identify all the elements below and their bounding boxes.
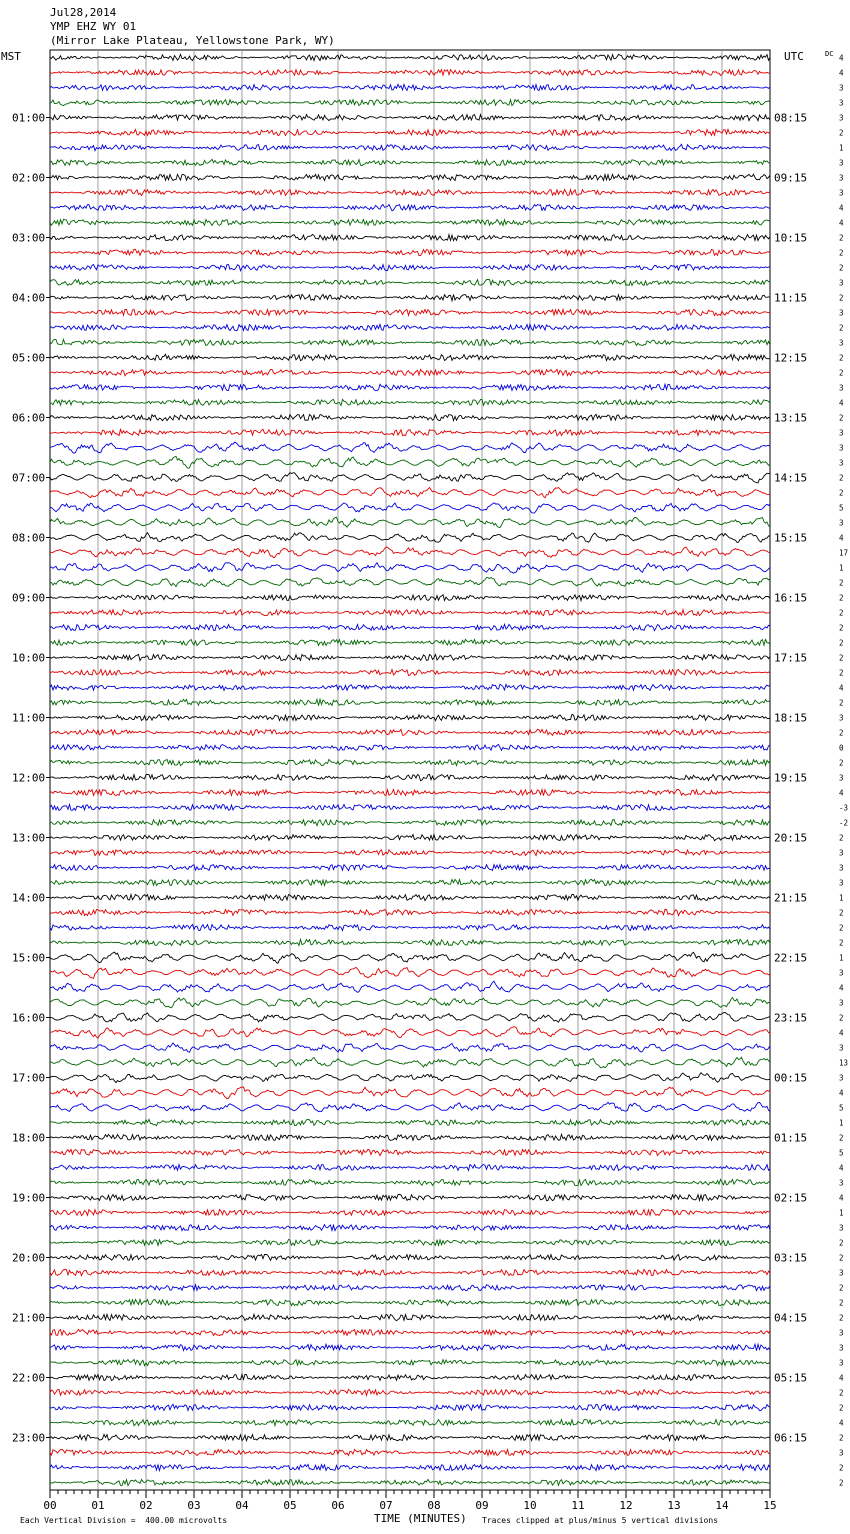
x-tick-label: 00 <box>43 1499 57 1512</box>
mst-hour-label: 07:00 <box>12 471 46 485</box>
seismic-trace <box>50 729 770 735</box>
utc-hour-label: 21:15 <box>774 891 808 905</box>
dc-offset-value: 2 <box>839 1463 844 1473</box>
x-tick-label: 03 <box>187 1499 201 1512</box>
dc-offset-value: 2 <box>839 1133 844 1143</box>
dc-offset-value: -2 <box>839 818 849 828</box>
dc-offset-value: 2 <box>839 578 844 588</box>
seismic-trace <box>50 442 770 453</box>
dc-offset-value: 2 <box>839 263 844 273</box>
seismic-trace <box>50 1043 770 1052</box>
dc-offset-value: 4 <box>839 683 844 693</box>
seismic-trace <box>50 309 770 315</box>
dc-offset-value: 2 <box>839 653 844 663</box>
dc-offset-value: 2 <box>839 248 844 258</box>
x-tick-label: 04 <box>235 1499 249 1512</box>
dc-offset-value: 3 <box>839 998 844 1008</box>
seismic-trace <box>50 594 770 600</box>
utc-hour-label: 19:15 <box>774 771 808 785</box>
seismic-trace <box>50 280 770 286</box>
seismic-trace <box>50 1420 770 1426</box>
dc-offset-value: 3 <box>839 878 844 888</box>
dc-offset-value: 2 <box>839 1298 844 1308</box>
x-tick-label: 13 <box>667 1499 681 1512</box>
x-tick-label: 09 <box>475 1499 489 1512</box>
dc-offset-value: 3 <box>839 518 844 528</box>
utc-hour-label: 09:15 <box>774 171 808 185</box>
seismic-trace <box>50 952 770 963</box>
seismic-trace <box>50 1434 770 1440</box>
seismic-trace <box>50 997 770 1007</box>
dc-offset-value: 3 <box>839 773 844 783</box>
seismic-trace <box>50 879 770 885</box>
dc-offset-value: 4 <box>839 1418 844 1428</box>
dc-offset-value: 0 <box>839 743 844 753</box>
utc-hour-label: 00:15 <box>774 1071 808 1085</box>
seismic-trace <box>50 205 770 211</box>
utc-hour-label: 03:15 <box>774 1251 808 1265</box>
seismic-trace <box>50 850 770 856</box>
mst-hour-label: 03:00 <box>12 231 46 245</box>
x-tick-label: 06 <box>331 1499 345 1512</box>
mst-hour-label: 11:00 <box>12 711 46 725</box>
seismic-trace <box>50 1179 770 1185</box>
utc-hour-label: 02:15 <box>774 1191 808 1205</box>
dc-offset-value: 2 <box>839 353 844 363</box>
mst-hour-label: 18:00 <box>12 1131 46 1145</box>
seismic-trace <box>50 129 770 135</box>
utc-hour-label: 05:15 <box>774 1371 808 1385</box>
seismic-trace <box>50 1209 770 1215</box>
dc-offset-value: 1 <box>839 953 844 963</box>
utc-hour-label: 16:15 <box>774 591 808 605</box>
dc-offset-value: 4 <box>839 1193 844 1203</box>
x-tick-label: 01 <box>91 1499 105 1512</box>
dc-offset-value: 3 <box>839 113 844 123</box>
seismic-trace <box>50 294 770 300</box>
dc-offset-value: -3 <box>839 803 849 813</box>
dc-offset-value: 2 <box>839 833 844 843</box>
dc-offset-value: 3 <box>839 968 844 978</box>
mst-hour-label: 17:00 <box>12 1071 46 1085</box>
seismic-trace <box>50 1389 770 1395</box>
dc-offset-value: 1 <box>839 1118 844 1128</box>
mst-hour-label: 10:00 <box>12 651 46 665</box>
x-axis-title: TIME (MINUTES) <box>374 1512 467 1525</box>
dc-offset-value: 3 <box>839 1073 844 1083</box>
dc-offset-value: 2 <box>839 293 844 303</box>
seismic-trace <box>50 865 770 871</box>
utc-hour-label: 20:15 <box>774 831 808 845</box>
dc-offset-value: 2 <box>839 1283 844 1293</box>
seismic-trace <box>50 354 770 360</box>
dc-offset-value: 3 <box>839 383 844 393</box>
dc-offset-value: 2 <box>839 473 844 483</box>
dc-offset-value: 3 <box>839 1268 844 1278</box>
dc-offset-value: 3 <box>839 1328 844 1338</box>
seismic-trace <box>50 324 770 330</box>
dc-offset-value: 2 <box>839 128 844 138</box>
dc-offset-value: 2 <box>839 233 844 243</box>
dc-offset-value: 3 <box>839 428 844 438</box>
dc-offset-value: 5 <box>839 1103 844 1113</box>
seismic-trace <box>50 804 770 810</box>
dc-offset-value: 4 <box>839 533 844 543</box>
dc-offset-value: 3 <box>839 863 844 873</box>
seismic-trace <box>50 1299 770 1305</box>
dc-offset-value: 5 <box>839 1148 844 1158</box>
dc-offset-value: 4 <box>839 983 844 993</box>
mst-hour-label: 20:00 <box>12 1251 46 1265</box>
x-tick-label: 02 <box>139 1499 153 1512</box>
seismic-trace <box>50 1404 770 1410</box>
dc-offset-value: 2 <box>839 488 844 498</box>
dc-offset-value: 3 <box>839 848 844 858</box>
seismic-trace <box>50 1057 770 1068</box>
seismic-trace <box>50 339 770 345</box>
mst-axis-label: MST <box>1 50 21 63</box>
seismic-trace <box>50 1165 770 1171</box>
x-tick-label: 10 <box>523 1499 537 1512</box>
dc-offset-value: 2 <box>839 758 844 768</box>
dc-offset-value: 3 <box>839 1223 844 1233</box>
seismic-trace <box>50 909 770 915</box>
dc-offset-value: 3 <box>839 173 844 183</box>
seismic-trace <box>50 967 770 978</box>
utc-hour-label: 22:15 <box>774 951 808 965</box>
seismic-trace <box>50 894 770 900</box>
seismic-trace <box>50 1027 770 1038</box>
seismic-trace <box>50 789 770 795</box>
seismic-trace <box>50 249 770 255</box>
dc-offset-value: 1 <box>839 1208 844 1218</box>
dc-offset-value: 2 <box>839 1403 844 1413</box>
dc-offset-value: 1 <box>839 893 844 903</box>
mst-hour-label: 23:00 <box>12 1431 46 1445</box>
seismic-trace <box>50 1329 770 1335</box>
seismic-trace <box>50 115 770 121</box>
dc-offset-value: 2 <box>839 638 844 648</box>
dc-offset-value: 4 <box>839 53 844 63</box>
dc-offset-value: 5 <box>839 503 844 513</box>
utc-hour-label: 11:15 <box>774 291 808 305</box>
dc-offset-value: 4 <box>839 203 844 213</box>
utc-hour-label: 12:15 <box>774 351 808 365</box>
mst-hour-label: 08:00 <box>12 531 46 545</box>
mst-hour-label: 15:00 <box>12 951 46 965</box>
dc-offset-value: 2 <box>839 668 844 678</box>
dc-offset-value: 2 <box>839 608 844 618</box>
dc-offset-value: 4 <box>839 788 844 798</box>
seismic-trace <box>50 1344 770 1350</box>
seismic-trace <box>50 1225 770 1231</box>
seismic-trace <box>50 1194 770 1200</box>
x-tick-label: 11 <box>571 1499 585 1512</box>
seismic-trace <box>50 533 770 543</box>
dc-offset-value: 3 <box>839 158 844 168</box>
seismic-trace <box>50 414 770 420</box>
mst-hour-label: 19:00 <box>12 1191 46 1205</box>
dc-offset-value: 3 <box>839 83 844 93</box>
dc-offset-value: 3 <box>839 713 844 723</box>
utc-hour-label: 18:15 <box>774 711 808 725</box>
seismic-trace <box>50 1013 770 1023</box>
seismic-trace <box>50 639 770 645</box>
seismic-trace <box>50 1314 770 1320</box>
dc-offset-value: 3 <box>839 458 844 468</box>
seismic-trace <box>50 159 770 165</box>
dc-offset-value: 2 <box>839 593 844 603</box>
seismic-trace <box>50 503 770 513</box>
dc-offset-value: 2 <box>839 623 844 633</box>
dc-offset-value: 3 <box>839 1343 844 1353</box>
dc-label: DC <box>825 50 834 58</box>
dc-offset-value: 2 <box>839 413 844 423</box>
clipping-note: Traces clipped at plus/minus 5 vertical divisions <box>482 1516 719 1525</box>
dc-offset-value: 3 <box>839 98 844 108</box>
utc-hour-label: 08:15 <box>774 111 808 125</box>
dc-offset-value: 3 <box>839 308 844 318</box>
plot-date: Jul28,2014 <box>50 6 117 19</box>
seismic-trace <box>50 429 770 435</box>
dc-offset-value: 3 <box>839 188 844 198</box>
seismic-trace <box>50 925 770 931</box>
dc-offset-value: 2 <box>839 728 844 738</box>
mst-hour-label: 16:00 <box>12 1011 46 1025</box>
seismic-trace <box>50 1374 770 1380</box>
seismic-trace <box>50 517 770 527</box>
seismic-trace <box>50 54 770 60</box>
utc-hour-label: 10:15 <box>774 231 808 245</box>
dc-offset-value: 4 <box>839 218 844 228</box>
seismic-trace <box>50 265 770 271</box>
dc-offset-value: 3 <box>839 443 844 453</box>
dc-offset-value: 2 <box>839 938 844 948</box>
utc-axis-label: UTC <box>784 50 804 63</box>
seismic-trace <box>50 547 770 558</box>
utc-hour-label: 06:15 <box>774 1431 808 1445</box>
dc-offset-value: 2 <box>839 1313 844 1323</box>
x-tick-label: 15 <box>763 1499 777 1512</box>
dc-offset-value: 3 <box>839 1358 844 1368</box>
mst-hour-label: 22:00 <box>12 1371 46 1385</box>
seismic-trace <box>50 759 770 765</box>
mst-hour-label: 06:00 <box>12 411 46 425</box>
mst-hour-label: 09:00 <box>12 591 46 605</box>
dc-offset-value: 3 <box>839 1448 844 1458</box>
x-tick-label: 05 <box>283 1499 297 1512</box>
x-tick-label: 08 <box>427 1499 441 1512</box>
dc-offset-value: 3 <box>839 1178 844 1188</box>
dc-offset-value: 2 <box>839 323 844 333</box>
seismic-trace <box>50 835 770 841</box>
mst-hour-label: 13:00 <box>12 831 46 845</box>
dc-offset-value: 2 <box>839 368 844 378</box>
seismic-trace <box>50 384 770 390</box>
seismic-trace <box>50 473 770 483</box>
dc-offset-value: 1 <box>839 143 844 153</box>
dc-offset-value: 3 <box>839 278 844 288</box>
seismic-trace <box>50 84 770 90</box>
seismic-trace <box>50 745 770 751</box>
seismic-trace <box>50 456 770 468</box>
mst-hour-label: 14:00 <box>12 891 46 905</box>
seismic-trace <box>50 399 770 405</box>
seismic-trace <box>50 1285 770 1291</box>
seismic-trace <box>50 488 770 498</box>
dc-offset-value: 2 <box>839 1388 844 1398</box>
dc-offset-value: 2 <box>839 1478 844 1488</box>
dc-offset-value: 17 <box>839 548 849 558</box>
mst-hour-label: 04:00 <box>12 291 46 305</box>
seismic-trace <box>50 1102 770 1111</box>
dc-offset-value: 2 <box>839 698 844 708</box>
dc-offset-value: 2 <box>839 1013 844 1023</box>
utc-hour-label: 17:15 <box>774 651 808 665</box>
dc-offset-value: 4 <box>839 1373 844 1383</box>
seismic-trace <box>50 174 770 180</box>
seismic-trace <box>50 714 770 720</box>
mst-hour-label: 05:00 <box>12 351 46 365</box>
dc-offset-value: 2 <box>839 1238 844 1248</box>
seismic-trace <box>50 235 770 241</box>
seismic-trace <box>50 610 770 616</box>
station-code: YMP EHZ WY 01 <box>50 20 137 33</box>
dc-offset-value: 4 <box>839 398 844 408</box>
seismic-trace <box>50 1255 770 1261</box>
utc-hour-label: 23:15 <box>774 1011 808 1025</box>
seismic-trace <box>50 1479 770 1485</box>
x-tick-label: 14 <box>715 1499 729 1512</box>
seismic-trace <box>50 100 770 106</box>
seismic-trace <box>50 189 770 195</box>
seismic-trace <box>50 1360 770 1366</box>
utc-hour-label: 01:15 <box>774 1131 808 1145</box>
seismic-trace <box>50 624 770 630</box>
seismic-trace <box>50 1073 770 1083</box>
seismic-trace <box>50 563 770 574</box>
utc-hour-label: 13:15 <box>774 411 808 425</box>
dc-offset-value: 2 <box>839 908 844 918</box>
seismic-trace <box>50 654 770 660</box>
mst-hour-label: 01:00 <box>12 111 46 125</box>
seismic-trace <box>50 1149 770 1155</box>
seismic-trace <box>50 1240 770 1246</box>
dc-offset-value: 3 <box>839 1043 844 1053</box>
utc-hour-label: 14:15 <box>774 471 808 485</box>
seismic-trace <box>50 981 770 992</box>
x-tick-label: 12 <box>619 1499 633 1512</box>
mst-hour-label: 02:00 <box>12 171 46 185</box>
station-location: (Mirror Lake Plateau, Yellowstone Park, WY) <box>50 34 335 47</box>
seismic-trace <box>50 1119 770 1125</box>
seismic-trace <box>50 939 770 945</box>
dc-offset-value: 13 <box>839 1058 849 1068</box>
dc-offset-value: 4 <box>839 1163 844 1173</box>
dc-offset-value: 4 <box>839 1028 844 1038</box>
dc-offset-value: 4 <box>839 1088 844 1098</box>
seismic-trace <box>50 684 770 690</box>
seismic-trace <box>50 669 770 675</box>
dc-offset-value: 3 <box>839 338 844 348</box>
utc-hour-label: 04:15 <box>774 1311 808 1325</box>
dc-offset-value: 1 <box>839 563 844 573</box>
seismic-trace <box>50 699 770 705</box>
seismic-trace <box>50 1464 770 1470</box>
vertical-division-note: Each Vertical Division = 400.00 microvolts <box>20 1516 228 1525</box>
dc-offset-value: 4 <box>839 68 844 78</box>
seismic-trace <box>50 1269 770 1275</box>
seismic-trace <box>50 774 770 780</box>
mst-hour-label: 12:00 <box>12 771 46 785</box>
utc-hour-label: 15:15 <box>774 531 808 545</box>
seismic-trace <box>50 1134 770 1140</box>
mst-hour-label: 21:00 <box>12 1311 46 1325</box>
dc-offset-value: 2 <box>839 1433 844 1443</box>
seismic-trace <box>50 144 770 150</box>
seismic-trace <box>50 369 770 375</box>
seismic-trace <box>50 820 770 826</box>
x-tick-label: 07 <box>379 1499 393 1512</box>
dc-offset-value: 2 <box>839 1253 844 1263</box>
seismic-trace <box>50 577 770 586</box>
seismic-trace <box>50 219 770 225</box>
seismic-trace <box>50 70 770 76</box>
seismic-trace <box>50 1087 770 1099</box>
seismic-trace <box>50 1449 770 1455</box>
dc-offset-value: 2 <box>839 923 844 933</box>
